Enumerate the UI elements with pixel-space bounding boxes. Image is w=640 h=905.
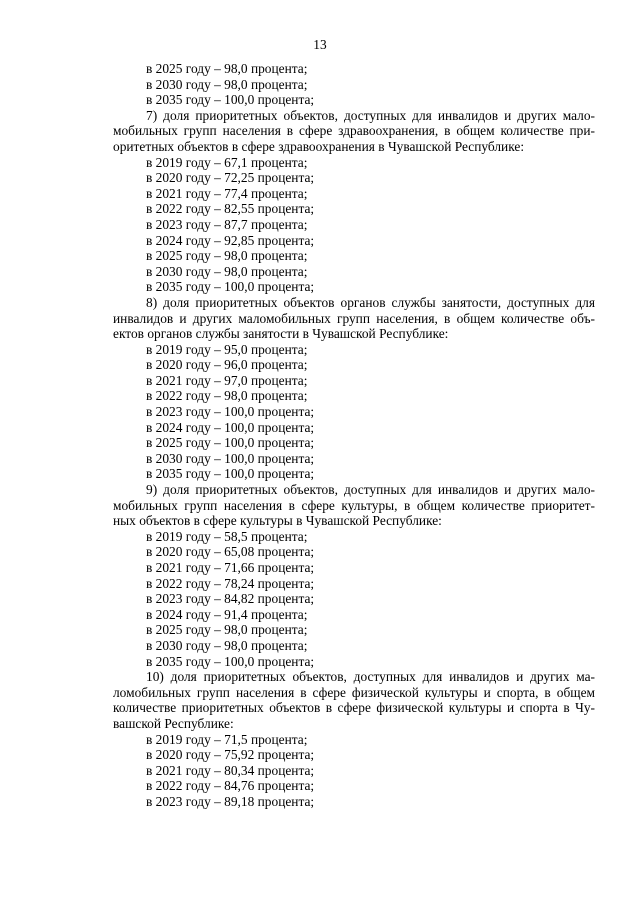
list-item: в 2019 году – 67,1 процента; [146,154,308,170]
list-item: в 2021 году – 77,4 процента; [146,185,308,201]
list-item: в 2021 году – 71,66 процента; [146,560,315,575]
list-item: в 2030 году – 98,0 процента; [146,263,308,279]
page-number: 13 [313,37,327,52]
list-item: в 2023 году – 84,82 процента; [146,591,315,607]
list-item: в 2020 году – 96,0 процента; [146,357,308,373]
list-item: в 2024 году – 100,0 процента; [146,419,315,435]
list-item: в 2023 году – 89,18 процента; [146,793,315,809]
list-item: в 2025 году – 98,0 процента; [146,61,308,76]
list-item: в 2025 году – 98,0 процента; [146,622,308,638]
paragraph-line: ломобильных групп населения в сфере физической культуры и спорта, в общем [113,684,595,700]
list-item: в 2022 году – 84,76 процента; [146,778,315,794]
list-item: в 2030 году – 100,0 процента; [146,450,315,466]
list-item: в 2035 году – 100,0 процента; [146,653,315,669]
paragraph-line: инвалидов и других маломобильных групп населения, в общем количестве объ- [113,310,595,326]
list-item: в 2024 году – 92,85 процента; [146,232,315,248]
paragraph-line: 10) доля приоритетных объектов, доступных для инвалидов и других ма- [146,669,595,685]
paragraph-line: оритетных объектов в сфере здравоохранения в Чувашской Республике: [113,138,525,154]
list-item: в 2021 году – 97,0 процента; [146,372,308,388]
list-item: в 2022 году – 78,24 процента; [146,575,315,591]
list-item: в 2025 году – 100,0 процента; [146,435,315,451]
list-item: в 2021 году – 80,34 процента; [146,762,315,778]
list-item: в 2020 году – 65,08 процента; [146,544,315,560]
list-item: в 2020 году – 72,25 процента; [146,170,315,186]
list-item: в 2020 году – 75,92 процента; [146,747,315,763]
list-item: в 2022 году – 82,55 процента; [146,201,315,217]
list-item: в 2035 году – 100,0 процента; [146,279,315,295]
paragraph-line: 7) доля приоритетных объектов, доступных для инвалидов и других мало- [146,107,595,123]
list-item: в 2035 году – 100,0 процента; [146,466,315,482]
list-item: в 2024 году – 91,4 процента; [146,606,308,622]
paragraph-line: мобильных групп населения в сфере культуры, в общем количестве приоритет- [113,497,595,513]
paragraph-line: мобильных групп населения в сфере здравоохранения, в общем количестве при- [113,123,595,139]
paragraph-line: ных объектов в сфере культуры в Чувашской Республике: [113,513,442,529]
list-item: в 2030 году – 98,0 процента; [146,76,308,92]
paragraph-line: 9) доля приоритетных объектов, доступных для инвалидов и других мало- [146,482,595,498]
paragraph-line: количестве приоритетных объектов в сфере физической культуры и спорта в Чу- [113,700,595,716]
paragraph-line: 8) доля приоритетных объектов органов службы занятости, доступных для [146,294,595,310]
list-item: в 2030 году – 98,0 процента; [146,637,308,653]
list-item: в 2019 году – 58,5 процента; [146,528,308,544]
list-item: в 2019 году – 95,0 процента; [146,341,308,357]
list-item: в 2023 году – 100,0 процента; [146,404,315,420]
paragraph-line: вашской Республике: [113,715,234,731]
document-body [113,61,595,810]
list-item: в 2022 году – 98,0 процента; [146,388,308,404]
list-item: в 2025 году – 98,0 процента; [146,248,308,264]
list-item: в 2035 году – 100,0 процента; [146,92,315,108]
paragraph-line: ектов органов службы занятости в Чувашской Республике: [113,326,449,342]
list-item: в 2023 году – 87,7 процента; [146,216,308,232]
list-item: в 2019 году – 71,5 процента; [146,731,308,747]
